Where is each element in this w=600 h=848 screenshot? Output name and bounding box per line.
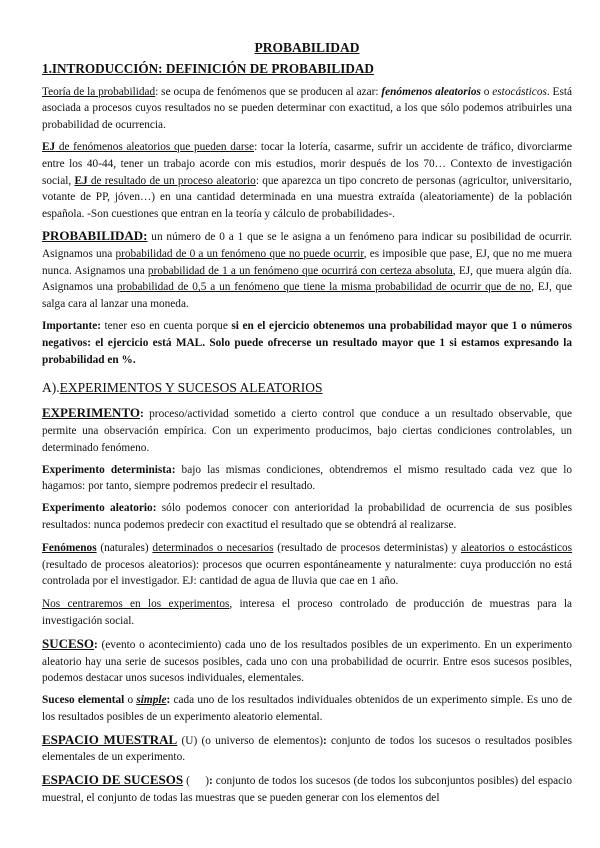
text: : se ocupa de fenómenos que se producen al azar: [155, 85, 382, 98]
section-heading-intro: 1.INTRODUCCIÓN: DEFINICIÓN DE PROBABILIDAD [42, 60, 374, 76]
ej-label: EJ [42, 140, 56, 153]
text: bajo las mismas condiciones, obtendremos el mismo resultado cada vez que lo hagamos: por tanto, siempre podremos predecir el resultado. [42, 463, 572, 493]
paragraph-importante [42, 318, 572, 368]
paragraph-espacio-sucesos [42, 772, 572, 807]
text: (U) (o universo de elementos) [177, 734, 323, 747]
term-probabilidad: PROBABILIDAD: [42, 227, 148, 243]
text: , interesa el proceso controlado de producción de muestras para la investigación social. [42, 598, 573, 627]
paragraph-experimento-aleatorio [42, 500, 572, 534]
paragraph-experimento [42, 405, 572, 456]
text: (resultado de procesos aleatorios): procesos que ocurren espontáneamente y naturalmente: cuya producción no está controlada por el investigador. EJ: cantidad de agua de lluvia que cae en 1 año. [42, 558, 572, 588]
bold-text: si en el ejercicio obtenemos una probabilidad mayor que 1 o números negativos: el ejercicio está MAL. Solo puede ofrecerse un resultado mayor que 1 si estamos expresando la probabilidad en %. [42, 319, 572, 366]
text: tener eso en cuenta porque [100, 319, 232, 332]
text: (naturales) [96, 541, 153, 554]
term-experimento-aleatorio: Experimento aleatorio: [42, 502, 157, 515]
ej-label: EJ [74, 174, 88, 187]
colon: : [208, 775, 213, 788]
colon: : [166, 694, 171, 707]
underlined-text: Nos centraremos en los experimentos [42, 598, 230, 611]
text: ( ) [183, 775, 209, 788]
paragraph-teoria [42, 84, 572, 134]
text: proceso/actividad sometido a cierto control que conduce a un resultado observable, que permite una observación empírica. Con un experimento producimos, bajo ciertas condiciones controlables, un determinado fenómeno. [42, 408, 572, 454]
paragraph-ejemplos [42, 139, 572, 223]
paragraph-espacio-muestral [42, 732, 572, 767]
underlined-text: de resultado de un proceso aleatorio [87, 174, 256, 187]
paragraph-fenomenos [42, 540, 572, 590]
paragraph-probabilidad [42, 228, 572, 313]
text: , es imposible que pase, EJ, que no me muera nunca. Asignamos una [42, 247, 572, 277]
term-experimento: EXPERIMENTO [42, 405, 140, 421]
text: o [480, 85, 493, 98]
text: , EJ, que muera algún día. Asignamos una [42, 264, 572, 294]
colon: : [322, 734, 327, 747]
term-teoria: Teoría de la probabilidad [42, 85, 156, 98]
text: . Está asociada a procesos cuyos resultados no se pueden determinar con exactitud, a los que sólo podemos atribuirles una probabilidad de ocurrencia. [42, 85, 572, 132]
term-estocasticos: estocásticos [492, 85, 547, 98]
section-label: EXPERIMENTOS Y SUCESOS ALEATORIOS [59, 380, 323, 396]
term-fenomenos-aleatorios: fenómenos aleatorios [381, 85, 481, 98]
document-title: PROBABILIDAD [254, 40, 360, 55]
text: : tocar la lotería, casarme, sufrir un accidente de tráfico, divorciarme entre los 40-44, tener un trabajo acorde con mis estudios, morir después de los 70… Contexto de investigación social, [42, 140, 572, 187]
text: conjunto de todos los sucesos o resultados posibles elementales de un experimento. [42, 734, 572, 764]
text: un número de 0 a 1 que se le asigna a un fenómeno para indicar su posibilidad de ocurrir. Asignamos una [42, 230, 572, 260]
term-suceso: SUCESO [42, 635, 95, 651]
paragraph-suceso [42, 636, 572, 687]
term-experimento-determinista: Experimento determinista: [42, 463, 176, 476]
colon: : [94, 638, 98, 651]
document-page [42, 40, 572, 812]
term-simple: simple [136, 694, 167, 707]
section-heading-experimentos [42, 380, 572, 397]
section-prefix: A). [42, 380, 60, 396]
text: , EJ, que salga cara al lanzar una moneda. [42, 281, 572, 311]
underlined-text: probabilidad de 0,5 a un fenómeno que tiene la misma probabilidad de ocurrir que de no [116, 281, 532, 294]
term-fenomenos: Fenómenos [42, 541, 97, 554]
underlined-text: aleatorios o estocásticos [461, 541, 573, 554]
colon: : [140, 408, 144, 421]
underlined-text: probabilidad de 0 a un fenómeno que no puede ocurrir [115, 247, 364, 260]
underlined-text: probabilidad de 1 a un fenómeno que ocurrirá con certeza absoluta [147, 264, 453, 277]
term-importante: Importante: [42, 319, 101, 332]
text: (evento o acontecimiento) cada uno de los resultados posibles de un experimento. En un experimento aleatorio hay una serie de sucesos posibles, cada uno con una probabilidad de ocurrir. Entre esos sucesos posibles, podemos destacar unos sucesos individuales, elementales. [42, 638, 572, 685]
underlined-text: de fenómenos aleatorios que pueden darse [55, 140, 255, 153]
underlined-text: determinados o necesarios [152, 541, 274, 554]
paragraph-nos-centraremos [42, 596, 572, 630]
text: o [124, 694, 137, 707]
term-espacio-sucesos: ESPACIO DE SUCESOS [42, 772, 184, 788]
text: cada uno de los resultados individuales obtenidos de un experimento simple. Es uno de los resultados posibles de un experimento aleatorio elemental. [42, 694, 572, 723]
text: sólo podemos conocer con anterioridad la probabilidad de ocurrencia de sus posibles resultados: nunca podemos predecir con exactitud el resultado que se obtendrá al realizarse. [42, 502, 573, 531]
paragraph-suceso-elemental [42, 692, 572, 726]
term-espacio-muestral: ESPACIO MUESTRAL [42, 731, 178, 747]
text: conjunto de todos los sucesos (de todos los subconjuntos posibles) del espacio muestral, el conjunto de todas las muestras que se pueden generar con los elementos del [42, 775, 572, 805]
term-suceso-elemental: Suceso elemental [42, 694, 125, 707]
paragraph-experimento-determinista [42, 462, 572, 496]
text: (resultado de procesos deterministas) y [273, 541, 461, 554]
text: : que aparezca un tipo concreto de personas (agricultor, universitario, votante de PP, jóven…) en una cantidad determinada en una muestra extraída (aleatoriamente) de la población española. -Son cuestiones que entran en la teoría y cálculo de probabilidades-. [42, 174, 573, 221]
